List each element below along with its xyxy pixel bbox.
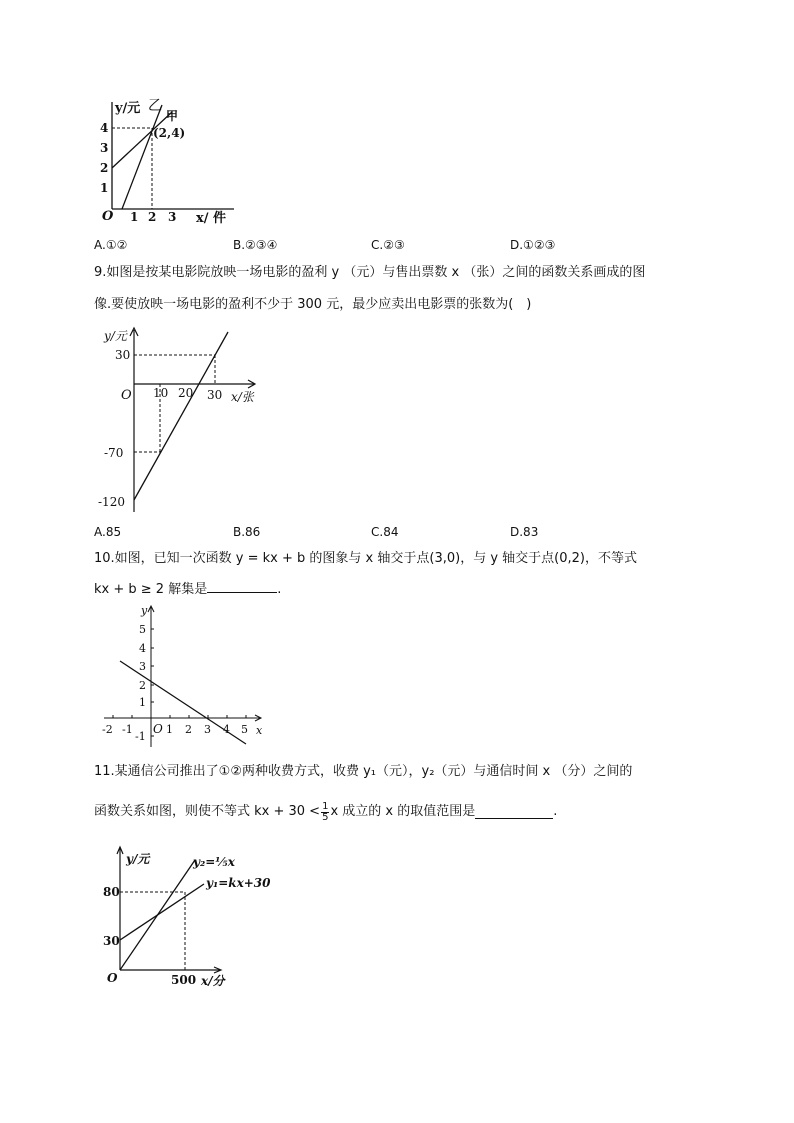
y-tick-5: 5 xyxy=(139,623,146,636)
q8-option-c: C.②③ xyxy=(371,238,405,252)
q11-text-line2 xyxy=(94,797,557,827)
q8-option-a: A.①② xyxy=(94,238,128,252)
x-tick-2: 2 xyxy=(148,210,157,224)
x-axis-label: x/张 xyxy=(231,390,254,404)
q8-option-b: B.②③④ xyxy=(233,238,278,252)
line-yi-label: 乙 xyxy=(148,98,162,114)
y-tick-30: 30 xyxy=(115,348,131,362)
line-y1-label: y₁=kx+30 xyxy=(206,876,271,890)
q11-fraction-numerator: 1 xyxy=(322,800,329,812)
x-tick-3: 3 xyxy=(168,210,177,224)
origin-label: O xyxy=(121,388,132,403)
x-tick-3: 3 xyxy=(204,723,211,736)
x-tick-4: 4 xyxy=(223,723,230,736)
q10-period: . xyxy=(277,582,282,597)
y-axis-label: y xyxy=(141,604,148,617)
q10-answer-blank xyxy=(207,580,277,593)
figure-q11-graph xyxy=(100,842,290,992)
x-tick-30: 30 xyxy=(207,388,223,402)
figure-q8-graph xyxy=(84,96,244,226)
q11-text-line1: 11.某通信公司推出了①②两种收费方式，收费 y₁（元），y₂（元）与通信时间 x （分）之间的 xyxy=(94,764,633,779)
y-axis-label: y/元 xyxy=(126,852,150,866)
x-tick-5: 5 xyxy=(241,723,248,736)
x-tick-1: 1 xyxy=(130,210,139,224)
y-tick-neg70: -70 xyxy=(104,446,124,460)
y-tick-2: 2 xyxy=(139,679,146,692)
x-tick-10: 10 xyxy=(153,386,169,400)
y-tick-3: 3 xyxy=(139,660,146,673)
origin-label: O xyxy=(153,722,163,736)
y-tick-4: 4 xyxy=(100,121,109,135)
y-tick-4: 4 xyxy=(139,642,146,655)
q10-inequality: kx + b ≥ 2 解集是 xyxy=(94,582,208,597)
point-label: (2,4) xyxy=(153,126,186,140)
y-tick-2: 2 xyxy=(100,161,109,175)
x-tick-neg1: -1 xyxy=(122,723,133,736)
y-tick-1: 1 xyxy=(100,181,109,195)
q11-fraction xyxy=(321,802,329,823)
x-axis-label: x xyxy=(256,724,263,737)
origin-label: O xyxy=(102,209,114,224)
y-tick-3: 3 xyxy=(100,141,109,155)
figure-q9-graph xyxy=(94,322,274,517)
y-tick-neg120: -120 xyxy=(98,495,125,509)
q9-text-line2: 像.要使放映一场电影的盈利不少于 300 元，最少应卖出电影票的张数为( ) xyxy=(94,297,532,312)
y-tick-80: 80 xyxy=(103,885,120,899)
line-jia-label: 甲 xyxy=(166,109,179,123)
q9-option-c: C.84 xyxy=(371,525,399,539)
y-tick-neg1: -1 xyxy=(135,730,146,743)
q11-fraction-denominator: 5 xyxy=(322,811,329,823)
line-y2-label: y₂=⅕x xyxy=(193,855,235,869)
x-axis-label: x/ 件 xyxy=(196,211,227,226)
x-tick-1: 1 xyxy=(166,723,173,736)
line-yi xyxy=(122,105,162,209)
x-tick-neg2: -2 xyxy=(102,723,113,736)
x-tick-20: 20 xyxy=(178,386,194,400)
q10-text-line1: 10.如图，已知一次函数 y = kx + b 的图象与 x 轴交于点(3,0)，与 y 轴交于点(0,2)，不等式 xyxy=(94,551,637,566)
origin-label: O xyxy=(107,971,118,985)
x-tick-500: 500 xyxy=(171,973,197,987)
x-tick-2: 2 xyxy=(185,723,192,736)
y-axis-label: y/元 xyxy=(115,101,141,116)
q8-option-d: D.①②③ xyxy=(510,238,556,252)
y-tick-1: 1 xyxy=(139,696,146,709)
q11-answer-blank xyxy=(475,806,553,819)
figure-q10-graph xyxy=(96,602,271,752)
y-tick-30: 30 xyxy=(103,934,120,948)
x-axis-label: x/分 xyxy=(201,974,225,988)
q11-inequality-right: x 成立的 x 的取值范围是 xyxy=(330,804,476,819)
q9-option-b: B.86 xyxy=(233,525,261,539)
q10-text-line2 xyxy=(94,580,281,598)
q9-text-line1: 9.如图是按某电影院放映一场电影的盈利 y （元）与售出票数 x （张）之间的函数关系画成的图 xyxy=(94,265,646,280)
q11-inequality-left: 函数关系如图，则使不等式 kx + 30 < xyxy=(94,804,321,819)
profit-line xyxy=(134,332,228,500)
q9-option-d: D.83 xyxy=(510,525,539,539)
y-axis-label: y/元 xyxy=(104,329,127,343)
line-jia xyxy=(112,112,172,168)
q9-option-a: A.85 xyxy=(94,525,122,539)
q11-period: . xyxy=(553,804,558,819)
